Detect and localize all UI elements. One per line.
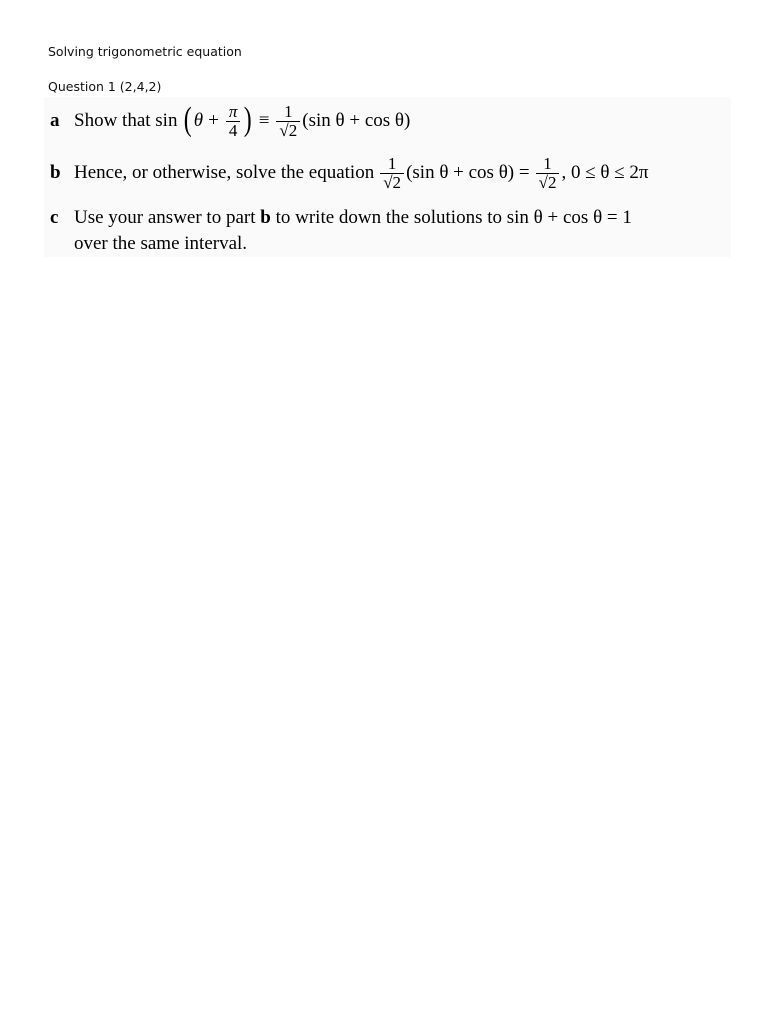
part-b-interval: , 0 ≤ θ ≤ 2π xyxy=(561,162,649,184)
fraction-denominator: √2 xyxy=(276,121,300,140)
part-a xyxy=(50,103,410,140)
part-c-letter: c xyxy=(50,207,59,228)
theta-symbol: θ xyxy=(193,110,204,132)
identical-sign: ≡ xyxy=(258,110,270,132)
right-paren: ) xyxy=(244,101,253,139)
part-c-text-after: to write down the solutions to sin θ + cos θ = 1 xyxy=(270,207,632,228)
part-c xyxy=(50,207,632,229)
part-a-text: Show that sin xyxy=(74,110,178,132)
fraction-numerator: 1 xyxy=(543,154,552,173)
fraction-numerator: 1 xyxy=(284,102,293,121)
question-content xyxy=(44,97,731,257)
part-a-letter: a xyxy=(50,110,60,132)
fraction-numerator: π xyxy=(228,102,238,121)
left-paren: ( xyxy=(184,101,193,139)
question-label: Question 1 (2,4,2) xyxy=(48,79,162,94)
rhs-fraction xyxy=(536,155,560,192)
part-c-line2: over the same interval. xyxy=(74,233,248,254)
part-b-text: Hence, or otherwise, solve the equation xyxy=(74,162,375,184)
part-c-bold-ref: b xyxy=(260,207,271,228)
document-title: Solving trigonometric equation xyxy=(48,44,242,59)
fraction-numerator: 1 xyxy=(387,154,397,173)
part-b xyxy=(50,155,649,192)
fraction-denominator: √2 xyxy=(380,173,404,192)
part-a-expression: (sin θ + cos θ) xyxy=(302,110,411,132)
part-b-expression: (sin θ + cos θ) = xyxy=(406,162,530,184)
fraction-denominator: √2 xyxy=(536,173,560,192)
pi-over-four-fraction xyxy=(226,103,241,140)
part-c-text-before: Use your answer to part xyxy=(74,207,261,228)
one-over-root-two-fraction xyxy=(380,155,404,192)
part-b-letter: b xyxy=(50,162,61,184)
one-over-root-two-fraction xyxy=(276,103,300,140)
fraction-denominator: 4 xyxy=(226,121,241,140)
plus-sign: + xyxy=(208,110,219,132)
